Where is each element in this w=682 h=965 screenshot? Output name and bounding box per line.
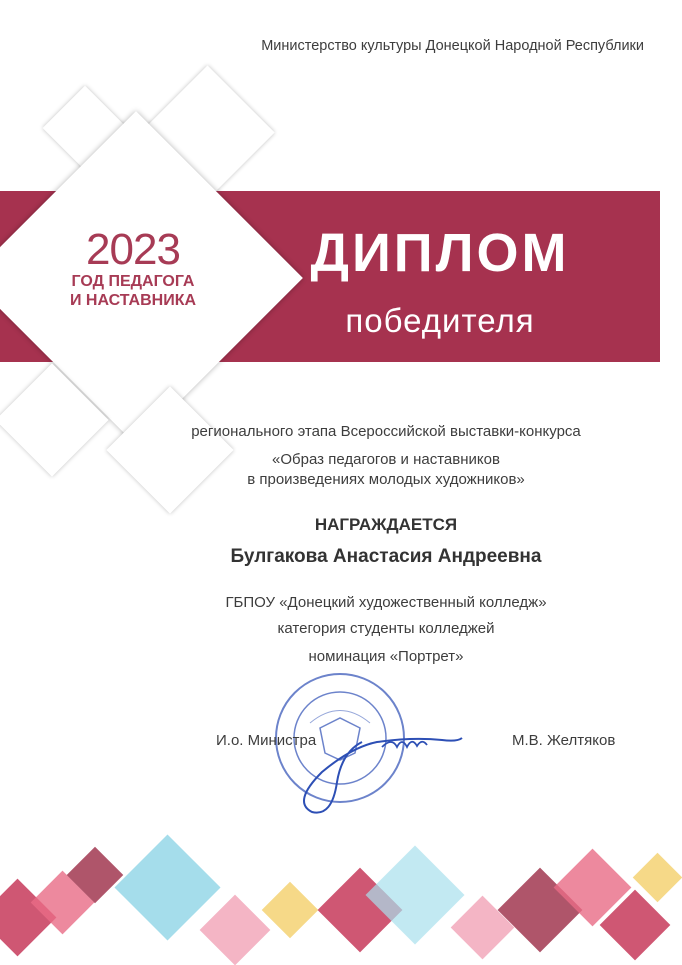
event-line-3: в произведениях молодых художников»	[247, 471, 525, 488]
institution: ГБПОУ «Донецкий художественный колледж»	[225, 594, 547, 611]
recipient-name: Булгакова Анастасия Андреевна	[230, 546, 542, 567]
category: категория студенты колледжей	[277, 620, 495, 637]
awarded-label: НАГРАЖДАЕТСЯ	[314, 515, 458, 534]
logo-line-1: ГОД ПЕДАГОГА	[71, 273, 195, 290]
diploma-title: ДИПЛОМ	[310, 223, 570, 283]
logo-year: 2023	[86, 225, 180, 274]
signature	[282, 712, 472, 832]
diploma-subtitle: победителя	[345, 302, 535, 339]
signer-position: И.о. Министра	[216, 732, 317, 749]
signer-name: М.В. Желтяков	[512, 732, 616, 749]
event-line-2: «Образ педагогов и наставников	[272, 451, 500, 468]
ministry-name: Министерство культуры Донецкой Народной Республики	[261, 38, 644, 54]
event-line-1: регионального этапа Всероссийской выставки-конкурса	[191, 423, 581, 440]
year-logo	[68, 225, 198, 310]
decor-diamond	[200, 895, 271, 965]
nomination: номинация «Портрет»	[308, 648, 464, 665]
logo-line-2: И НАСТАВНИКА	[69, 292, 197, 309]
